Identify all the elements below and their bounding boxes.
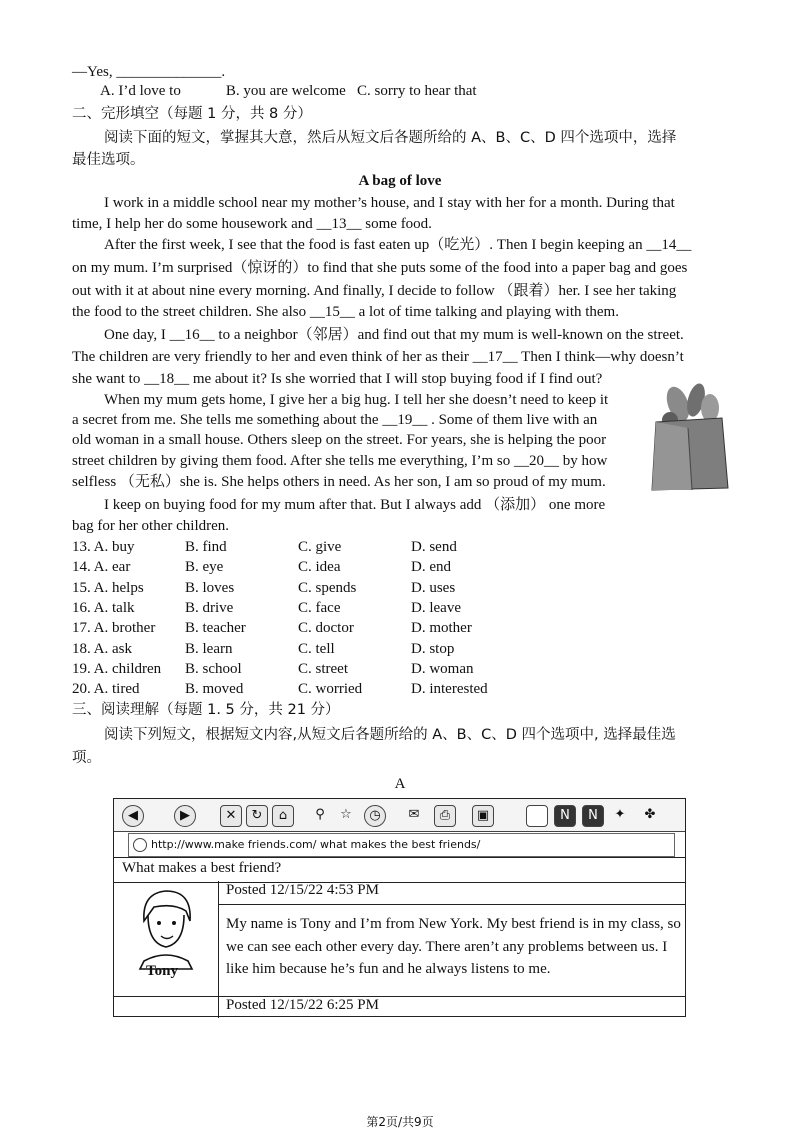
option-a: 18. A. ask	[72, 641, 132, 657]
option-a: 15. A. helps	[72, 580, 144, 596]
option-b: B. moved	[185, 681, 244, 697]
answer-options: A. I’d love to B. you are welcome C. sorry to hear that	[100, 83, 477, 99]
option-b: B. teacher	[185, 620, 246, 636]
post-body: My name is Tony and I’m from New York. My best friend is in my class, so we can see each other every day. There aren’t any problems between us. I like him because he’s fun and he always listens to me.	[226, 916, 681, 977]
option-d: D. interested	[411, 681, 488, 697]
passage-line: old woman in a small house. Others sleep on the street. For years, she is helping the poor	[72, 432, 607, 448]
messenger-icon[interactable]: N	[554, 805, 576, 827]
page-number: 第2页/共9页	[366, 1115, 434, 1129]
cloze-instruction-1: 阅读下面的短文，掌握其大意，然后从短文后各题所给的 A、B、C、D 四个选项中，选择	[104, 130, 677, 146]
research-icon[interactable]: N	[582, 805, 604, 827]
next-post-avatar-cell	[114, 997, 219, 1018]
option-b: B. drive	[185, 600, 234, 616]
browser-toolbar	[114, 799, 685, 832]
option-b: B. find	[185, 539, 227, 555]
discuss-icon[interactable]: ✤	[644, 807, 656, 822]
option-b: B. school	[185, 661, 242, 677]
section-heading-cloze: 二、完形填空（每题 1 分，共 8 分）	[72, 106, 312, 122]
passage-line: selfless （无私）she is. She helps others in need. As her son, I am so proud of my mum.	[72, 474, 606, 490]
forum-question-row	[114, 857, 685, 883]
home-icon[interactable]: ⌂	[272, 805, 294, 827]
passage-line: time, I help her do some housework and __13__ some food.	[72, 216, 432, 232]
forward-icon[interactable]: ▶	[174, 805, 196, 827]
option-c: C. tell	[298, 641, 335, 657]
option-a: 14. A. ear	[72, 559, 131, 575]
paper-bag-image	[648, 382, 730, 492]
reading-instruction-1: 阅读下列短文，根据短文内容,从短文后各题所给的 A、B、C、D 四个选项中, 选择最佳选	[104, 727, 676, 743]
option-d: D. woman	[411, 661, 474, 677]
option-a: 17. A. brother	[72, 620, 156, 636]
post-timestamp-row	[218, 881, 686, 905]
option-b: B. eye	[185, 559, 224, 575]
option-a: 13. A. buy	[72, 539, 135, 555]
next-post-row	[114, 996, 685, 1018]
forum-question: What makes a best friend?	[122, 860, 282, 876]
passage-label: A	[394, 776, 406, 792]
passage-line: out with it at about nine every morning. And finally, I decide to follow （跟着）her. I see her taking	[72, 283, 677, 299]
cloze-instruction-2: 最佳选项。	[72, 152, 145, 168]
option-c: C. spends	[298, 580, 357, 596]
tools-icon[interactable]: ✦	[614, 807, 626, 822]
passage-line: she want to __18__ me about it? Is she worried that I will stop buying food if I find out?	[72, 371, 603, 387]
post-cell	[218, 881, 686, 996]
reading-instruction-2: 项。	[72, 750, 101, 766]
refresh-icon[interactable]: ↻	[246, 805, 268, 827]
passage-line: the food to the street children. She also __15__ a lot of time talking and playing with them.	[72, 304, 619, 320]
option-c: C. face	[298, 600, 341, 616]
option-d: D. send	[411, 539, 457, 555]
history-icon[interactable]: ◷	[364, 805, 386, 827]
page-globe-icon	[133, 838, 147, 852]
stop-icon[interactable]: ✕	[220, 805, 242, 827]
search-icon[interactable]: ⚲	[315, 807, 325, 822]
option-d: D. leave	[411, 600, 461, 616]
option-a: 19. A. children	[72, 661, 162, 677]
post-timestamp: Posted 12/15/22 4:53 PM	[226, 882, 379, 898]
option-a: 16. A. talk	[72, 600, 135, 616]
avatar-cell	[114, 881, 219, 996]
passage-line: I keep on buying food for my mum after that. But I always add （添加） one more	[104, 497, 606, 513]
passage-line: bag for her other children.	[72, 518, 230, 534]
passage-title: A bag of love	[358, 173, 442, 189]
print-icon[interactable]: ⎙	[434, 805, 456, 827]
avatar-name: Tony	[146, 963, 178, 979]
passage-line: The children are very friendly to her and even think of her as their __17__ Then I think—why doesn’t	[72, 349, 684, 365]
back-icon[interactable]: ◀	[122, 805, 144, 827]
blank-page-icon[interactable]	[526, 805, 548, 827]
option-d: D. end	[411, 559, 451, 575]
option-a: 20. A. tired	[72, 681, 140, 697]
next-post-timestamp: Posted 12/15/22 6:25 PM	[226, 997, 379, 1013]
passage-line: a secret from me. She tells me something about the __19__ . Some of them live with an	[72, 412, 598, 428]
passage-line: street children by giving them food. After she tells me everything, I’m so __20__ by how	[72, 453, 608, 469]
section-heading-reading: 三、阅读理解（每题 1. 5 分，共 21 分）	[72, 702, 340, 718]
option-c: C. street	[298, 661, 348, 677]
option-c: C. give	[298, 539, 342, 555]
passage-line: on my mum. I’m surprised（惊讶的）to find that she puts some of the food into a paper bag and goes	[72, 260, 688, 276]
passage-line: After the first week, I see that the food is fast eaten up（吃光）. Then I begin keeping an __14__	[104, 237, 692, 253]
address-url: http://www.make friends.com/ what makes the best friends/	[151, 838, 481, 851]
edit-icon[interactable]: ▣	[472, 805, 494, 827]
passage-line: One day, I __16__ to a neighbor（邻居）and find out that my mum is well-known on the street.	[104, 327, 684, 343]
option-c: C. doctor	[298, 620, 354, 636]
option-c: C. idea	[298, 559, 341, 575]
passage-line: I work in a middle school near my mother’s house, and I stay with her for a month. During that	[104, 195, 675, 211]
answer-blank-line: —Yes, ______________.	[72, 64, 226, 80]
option-d: D. uses	[411, 580, 456, 596]
passage-line: When my mum gets home, I give her a big hug. I tell her she doesn’t need to keep it	[104, 392, 609, 408]
option-d: D. stop	[411, 641, 455, 657]
option-b: B. loves	[185, 580, 235, 596]
option-d: D. mother	[411, 620, 472, 636]
favorites-icon[interactable]: ☆	[340, 807, 352, 822]
mail-icon[interactable]: ✉	[408, 807, 420, 822]
browser-window	[113, 798, 686, 1017]
address-bar[interactable]	[128, 833, 675, 857]
option-c: C. worried	[298, 681, 363, 697]
option-b: B. learn	[185, 641, 233, 657]
